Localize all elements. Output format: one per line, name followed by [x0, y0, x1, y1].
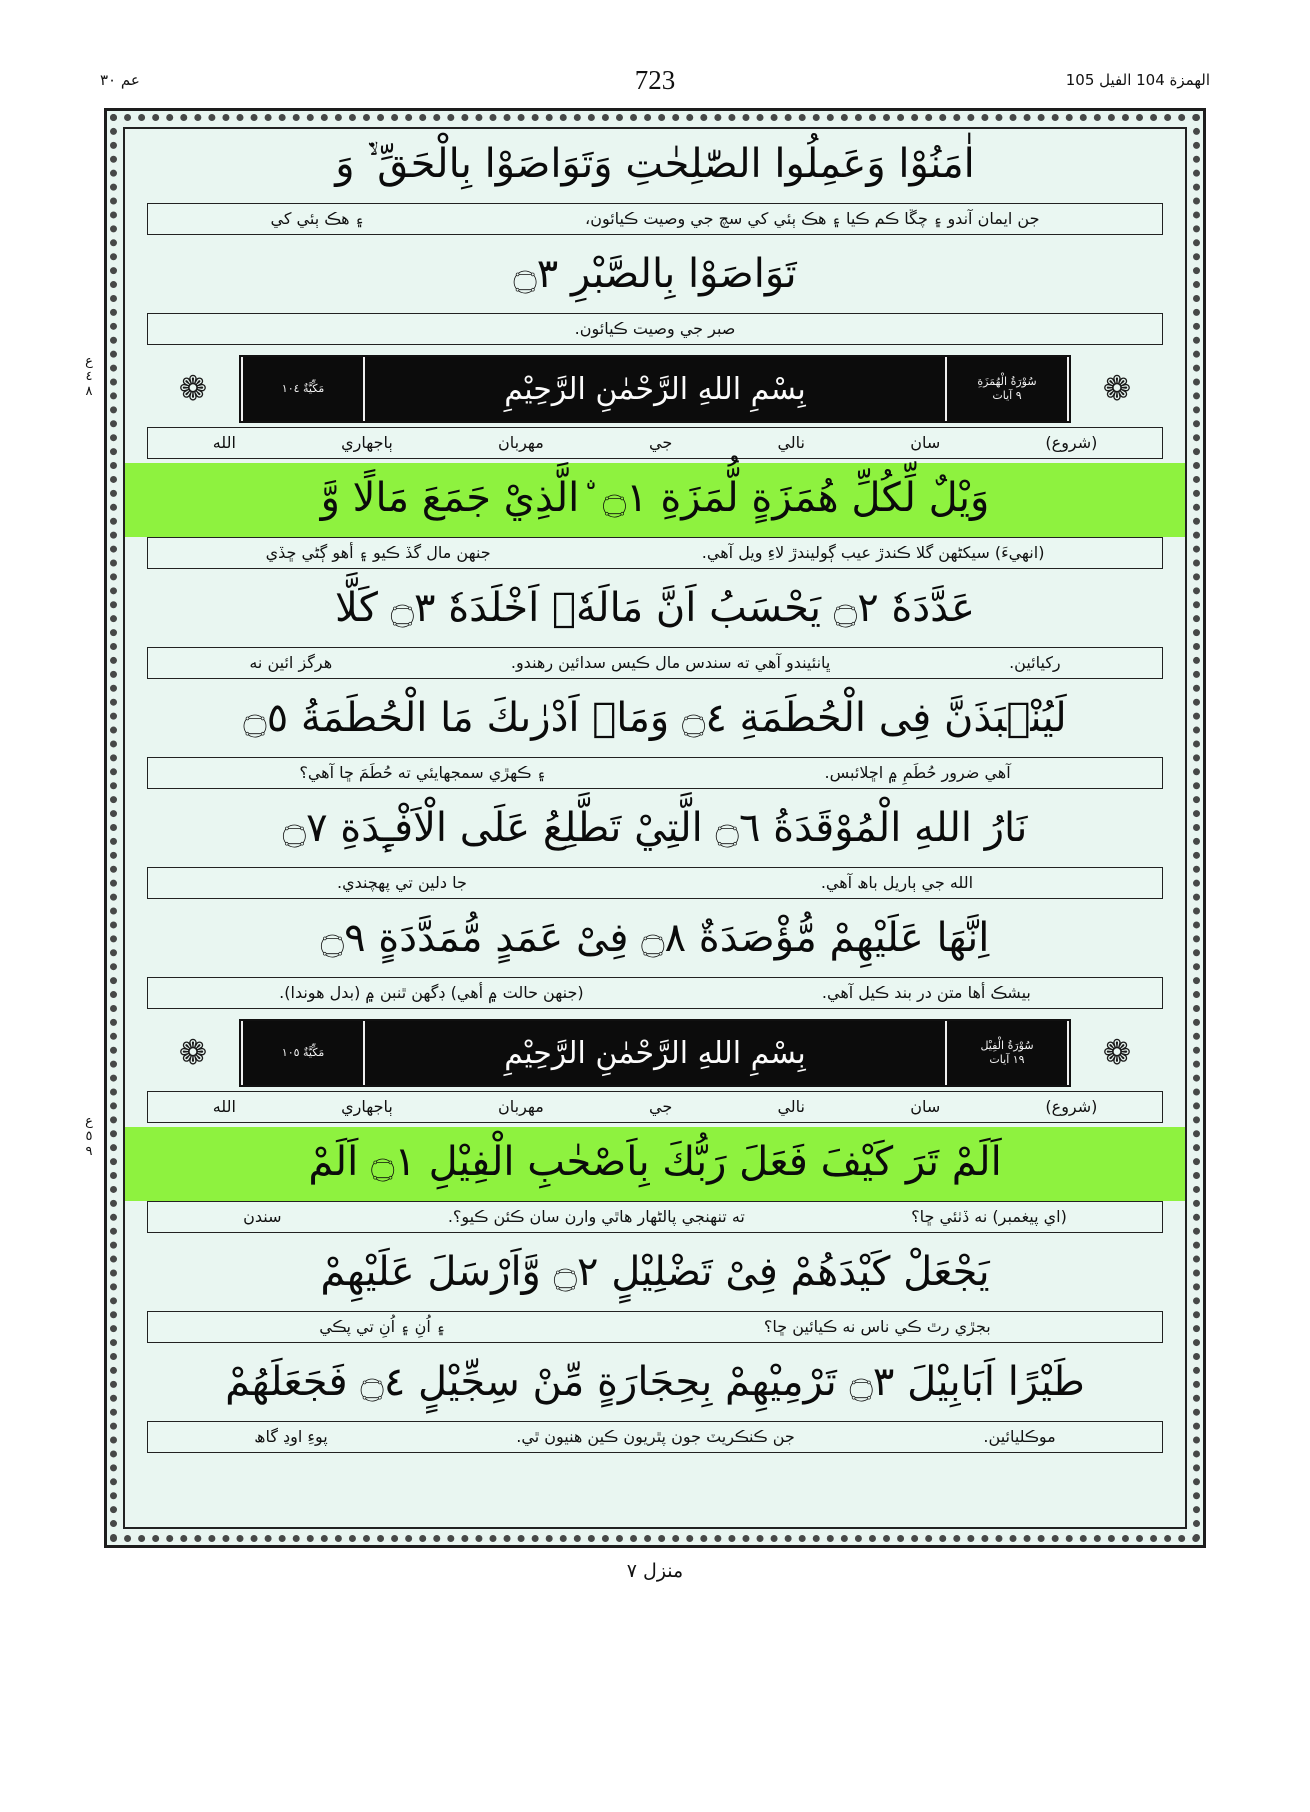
ornament-icon: ❁: [178, 1033, 208, 1073]
translation-row: [147, 867, 1163, 899]
ruku-marker-2: ع ٥ ٩: [85, 1114, 93, 1159]
translation-row: [147, 1311, 1163, 1343]
translation-cell: جنهن مال گڏ ڪيو ۽ أهو ڳڻي ڇڏي: [265, 543, 491, 562]
surah-cartouche: [945, 1021, 1069, 1085]
surah-revelation-type: مَكِّيَّةٌ ١٠٤: [281, 382, 325, 396]
ayah-line: نَارُ اللهِ الْمُوْقَدَةُ ۝٦ الَّتِيْ تَطَّلِعُ عَلَى الْاَفْـِٕدَةِ ۝٧: [282, 805, 1028, 851]
translation-cell: (شروع): [1045, 1097, 1098, 1116]
ayah-line-highlighted: وَيْلٌ لِّكُلِّ هُمَزَةٍ لُّمَزَةِ ۝١ ۨالَّذِيْ جَمَعَ مَالًا وَّ: [125, 463, 1185, 537]
bismillah-strip: [239, 1019, 1071, 1087]
translation-cell: موڪليائين.: [983, 1427, 1056, 1446]
ayah-line-highlighted: اَلَمْ تَرَ كَيْفَ فَعَلَ رَبُّكَ بِاَصْحٰبِ الْفِيْلِ ۝١ اَلَمْ: [125, 1127, 1185, 1201]
translation-cell: ۽ ڪهڙي سمجهايئي ته حُطَمَ ڇا آهي؟: [299, 763, 546, 782]
translation-cell: ۽ اُنِ ۽ اُنِ تي پڪي: [319, 1317, 446, 1336]
translation-cell: هرگز ائين نه: [249, 653, 333, 672]
translation-row: [147, 537, 1163, 569]
page-number: 723: [634, 64, 676, 95]
translation-cell: جن ايمان آندو ۽ چڱا ڪم ڪيا ۽ هڪ ٻئي کي سچ جي وصيت ڪيائون،: [585, 209, 1040, 228]
translation-cell: رکيائين.: [1009, 653, 1061, 672]
translation-row: [147, 757, 1163, 789]
translation-cell: جا دلين تي پهچندي.: [337, 873, 467, 892]
translation-cell: آهي ضرور حُطَمِ ۾ اڇلائبس.: [824, 763, 1011, 782]
ruku-marker-1: ع ٤ ٨: [85, 354, 93, 399]
ornament-icon: ❁: [178, 369, 208, 409]
surah-name: سُوْرَةُ الْهُمَزَةِ: [977, 375, 1037, 389]
translation-cell: الله: [212, 433, 236, 452]
header-surah-names: الهمزة 104 الفيل 105: [1065, 71, 1210, 89]
translation-cell: (شروع): [1045, 433, 1098, 452]
bismillah-text: بِسْمِ اللهِ الرَّحْمٰنِ الرَّحِيْمِ: [365, 357, 945, 421]
ayah-line: لَيُنْۢبَذَنَّ فِى الْحُطَمَةِ ۝٤ وَمَاۤ اَدْرٰىكَ مَا الْحُطَمَةُ ۝٥: [243, 695, 1067, 741]
translation-cell: جي: [649, 433, 673, 452]
translation-row: [147, 427, 1163, 459]
translation-cell: جي: [649, 1097, 673, 1116]
translation-cell: مهربان: [497, 1097, 544, 1116]
translation-row: [147, 1421, 1163, 1453]
surah-ayat-count: ١٩ آيات: [989, 1053, 1025, 1066]
surah-name: سُوْرَةُ الْفِيْل: [980, 1039, 1034, 1053]
translation-cell: سان: [910, 1097, 941, 1116]
translation-cell: ٻاجهاري: [341, 1097, 393, 1116]
translation-cell: الله جي ٻاريل باھ آهي.: [820, 873, 974, 892]
translation-row: [147, 1201, 1163, 1233]
bismillah-text: بِسْمِ اللهِ الرَّحْمٰنِ الرَّحِيْمِ: [365, 1021, 945, 1085]
ayah-line: اٰمَنُوْا وَعَمِلُوا الصّٰلِحٰتِ وَتَوَاصَوْا بِالْحَقِّ ۙ۬ وَ: [335, 141, 975, 187]
translation-row: [147, 647, 1163, 679]
surah-ayat-count: ٩ آيات: [992, 389, 1022, 402]
surah-revelation-type: مَكِّيَّةٌ ١٠٥: [281, 1046, 325, 1060]
page-footer: منزل ٧: [626, 1560, 684, 1582]
translation-cell: (انهيءَ) سيکڻهن گلا ڪندڙ عيب ڳوليندڙ لاءِ ويل آهي.: [701, 543, 1045, 562]
translation-cell: مهربان: [497, 433, 544, 452]
translation-cell: ته تنهنجي پالڻهار هاٿي وارن سان ڪئن ڪيو؟.: [447, 1207, 745, 1226]
surah-meta: [241, 357, 365, 421]
page-content: [123, 127, 1187, 1529]
ornament-icon: ❁: [1102, 369, 1132, 409]
ayah-line: اِنَّهَا عَلَيْهِمْ مُّؤْصَدَةٌ ۝٨ فِىْ عَمَدٍ مُّمَدَّدَةٍ ۝٩: [320, 915, 990, 961]
translation-cell: سان: [910, 433, 941, 452]
translation-cell: (اي پيغمبر) نه ڏٺئي ڇا؟: [911, 1207, 1067, 1226]
translation-row: [147, 203, 1163, 235]
page-header: [100, 60, 1210, 100]
translation-cell: نالي: [777, 433, 805, 452]
ornamental-frame: [104, 108, 1206, 1548]
translation-cell: ڀانئيندو آهي ته سندس مال ڪيس سدائين رهندو.: [510, 653, 831, 672]
translation-cell: سندن: [243, 1207, 282, 1226]
translation-cell: نالي: [777, 1097, 805, 1116]
ornament-icon: ❁: [1102, 1033, 1132, 1073]
translation-cell: الله: [212, 1097, 236, 1116]
bismillah-strip: [239, 355, 1071, 423]
translation-cell: بجڙي رٿ ڪي ناس نه ڪيائين ڇا؟: [763, 1317, 991, 1336]
translation-cell: پوءِ اوڍ گاھ: [254, 1427, 328, 1446]
translation-cell: صبر جي وصيت ڪيائون.: [574, 319, 736, 338]
bismillah-band: [147, 1019, 1163, 1087]
surah-cartouche: [945, 357, 1069, 421]
surah-meta: [241, 1021, 365, 1085]
translation-cell: ٻاجهاري: [341, 433, 393, 452]
translation-row: [147, 1091, 1163, 1123]
ayah-line: عَدَّدَهٗ ۝٢ يَحْسَبُ اَنَّ مَالَهٗۤ اَخْلَدَهٗ ۝٣ كَلَّا: [334, 585, 976, 631]
translation-row: [147, 313, 1163, 345]
translation-cell: ۽ هڪ ٻئي کي: [270, 209, 365, 228]
translation-cell: بيشڪ أها متن در بند ڪيل آهي.: [821, 983, 1031, 1002]
ayah-line: طَيْرًا اَبَابِيْلَ ۝٣ تَرْمِيْهِمْ بِحِجَارَةٍ مِّنْ سِجِّيْلٍ ۝٤ فَجَعَلَهُمْ: [225, 1359, 1085, 1405]
header-para-label: عم ٣٠: [100, 71, 140, 89]
translation-cell: (جنهن حالت ۾ أهي) ڊگهن ٿنبن ۾ (بدل هوندا).: [279, 983, 584, 1002]
ayah-line: يَجْعَلْ كَيْدَهُمْ فِىْ تَضْلِيْلٍ ۝٢ وَّاَرْسَلَ عَلَيْهِمْ: [320, 1249, 990, 1295]
ayah-line: تَوَاصَوْا بِالصَّبْرِ ۝٣: [513, 251, 797, 297]
translation-row: [147, 977, 1163, 1009]
translation-cell: جن ڪنڪريٽ جون پٿريون ڪين هنيون ٿي.: [516, 1427, 795, 1446]
bismillah-band: [147, 355, 1163, 423]
